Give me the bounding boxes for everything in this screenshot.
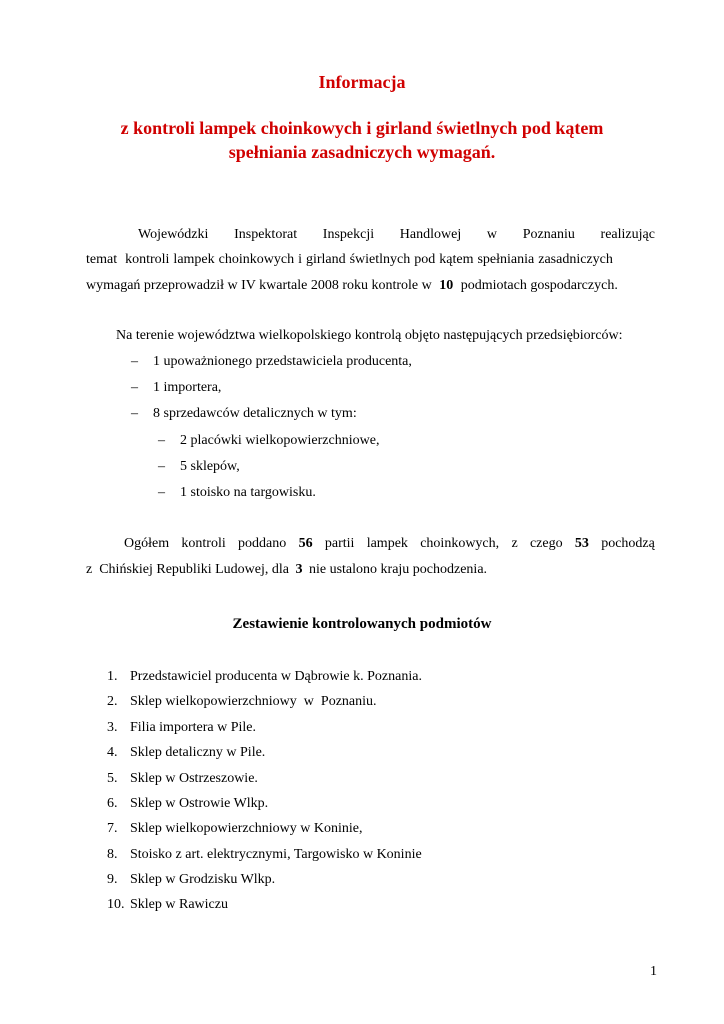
sub-list-item [158, 432, 379, 450]
dash-marker: – [131, 406, 138, 421]
word: kontroli [181, 536, 226, 551]
word: partii [324, 536, 355, 551]
item-number: 10. [107, 897, 125, 912]
word: Ogółem [124, 536, 170, 551]
para1-count: 10 [439, 278, 454, 293]
para3-line2-pre: z Chińskiej Republiki Ludowej, dla [86, 562, 289, 577]
item-text: Sklep wielkopowierzchniowy w Koninie, [130, 821, 363, 836]
item-number: 6. [107, 796, 118, 811]
document-title-line-1: Informacja [318, 72, 406, 92]
list-item [107, 871, 275, 889]
batch-count: 56 [298, 536, 313, 551]
item-number: 9. [107, 872, 118, 887]
dash-marker: – [158, 485, 165, 500]
document-title-line-3: spełniania zasadniczych wymagań. [228, 142, 496, 162]
item-text: Sklep wielkopowierzchniowy w Poznaniu. [130, 694, 377, 709]
list-item [107, 744, 265, 762]
list-item-text: 1 upoważnionego przedstawiciela producenta, [153, 354, 412, 369]
word: choinkowych, [420, 536, 500, 551]
sub-list-item [158, 458, 240, 476]
list-item [107, 693, 377, 711]
list-item [107, 896, 228, 914]
unknown-origin-count: 3 [295, 562, 303, 577]
item-text: Filia importera w Pile. [130, 720, 256, 735]
word: Poznaniu [522, 227, 575, 242]
para2-intro: Na terenie województwa wielkopolskiego kontrolą objęto następujących przedsiębiorców: [116, 328, 623, 343]
list-item [131, 405, 357, 423]
list-item [131, 353, 412, 371]
word: poddano [238, 536, 287, 551]
word: czego [529, 536, 563, 551]
para3-line1 [124, 535, 655, 553]
para1-line1 [138, 226, 655, 244]
item-number: 1. [107, 669, 118, 684]
dash-marker: – [131, 354, 138, 369]
list-item [107, 668, 422, 686]
list-item [107, 846, 422, 864]
word: pochodzą [601, 536, 655, 551]
item-text: Sklep w Ostrzeszowie. [130, 771, 258, 786]
para1-line3 [86, 277, 618, 295]
list-item-text: 1 importera, [153, 380, 222, 395]
word: w [486, 227, 498, 242]
page-number: 1 [650, 964, 657, 979]
sub-list-item-text: 1 stoisko na targowisku. [180, 485, 316, 500]
item-number: 7. [107, 821, 118, 836]
document-title-line-2: z kontroli lampek choinkowych i girland świetlnych pod kątem [120, 118, 604, 138]
item-number: 2. [107, 694, 118, 709]
item-text: Stoisko z art. elektrycznymi, Targowisko w Koninie [130, 847, 422, 862]
list-item [107, 719, 256, 737]
sub-list-item-text: 5 sklepów, [180, 459, 240, 474]
para3-line2 [86, 561, 487, 579]
list-item [107, 820, 363, 838]
section-title: Zestawienie kontrolowanych podmiotów [232, 616, 492, 632]
item-number: 3. [107, 720, 118, 735]
word: lampek [366, 536, 408, 551]
sub-list-item [158, 484, 316, 502]
para1-line3-post: podmiotach gospodarczych. [460, 278, 618, 293]
dash-marker: – [158, 433, 165, 448]
list-item-text: 8 sprzedawców detalicznych w tym: [153, 406, 357, 421]
item-text: Sklep detaliczny w Pile. [130, 745, 266, 760]
para1-line2: temat kontroli lampek choinkowych i girland świetlnych pod kątem spełniania zasadniczych [86, 252, 613, 267]
item-text: Sklep w Grodzisku Wlkp. [130, 872, 276, 887]
item-number: 8. [107, 847, 118, 862]
word: Handlowej [399, 227, 462, 242]
item-text: Przedstawiciel producenta w Dąbrowie k. Poznania. [130, 669, 422, 684]
sub-list-item-text: 2 placówki wielkopowierzchniowe, [180, 433, 380, 448]
para3-line2-post: nie ustalono kraju pochodzenia. [308, 562, 488, 577]
word: Inspekcji [322, 227, 375, 242]
para1-line3-pre: wymagań przeprowadził w IV kwartale 2008 roku kontrole w [86, 278, 432, 293]
list-item [131, 379, 221, 397]
word: Wojewódzki [138, 227, 209, 242]
dash-marker: – [158, 459, 165, 474]
item-text: Sklep w Rawiczu [130, 897, 228, 912]
word: realizując [600, 227, 655, 242]
list-item [107, 770, 258, 788]
dash-marker: – [131, 380, 138, 395]
item-text: Sklep w Ostrowie Wlkp. [130, 796, 269, 811]
word: z [511, 536, 518, 551]
item-number: 4. [107, 745, 118, 760]
item-number: 5. [107, 771, 118, 786]
china-count: 53 [574, 536, 589, 551]
list-item [107, 795, 268, 813]
word: Inspektorat [234, 227, 298, 242]
